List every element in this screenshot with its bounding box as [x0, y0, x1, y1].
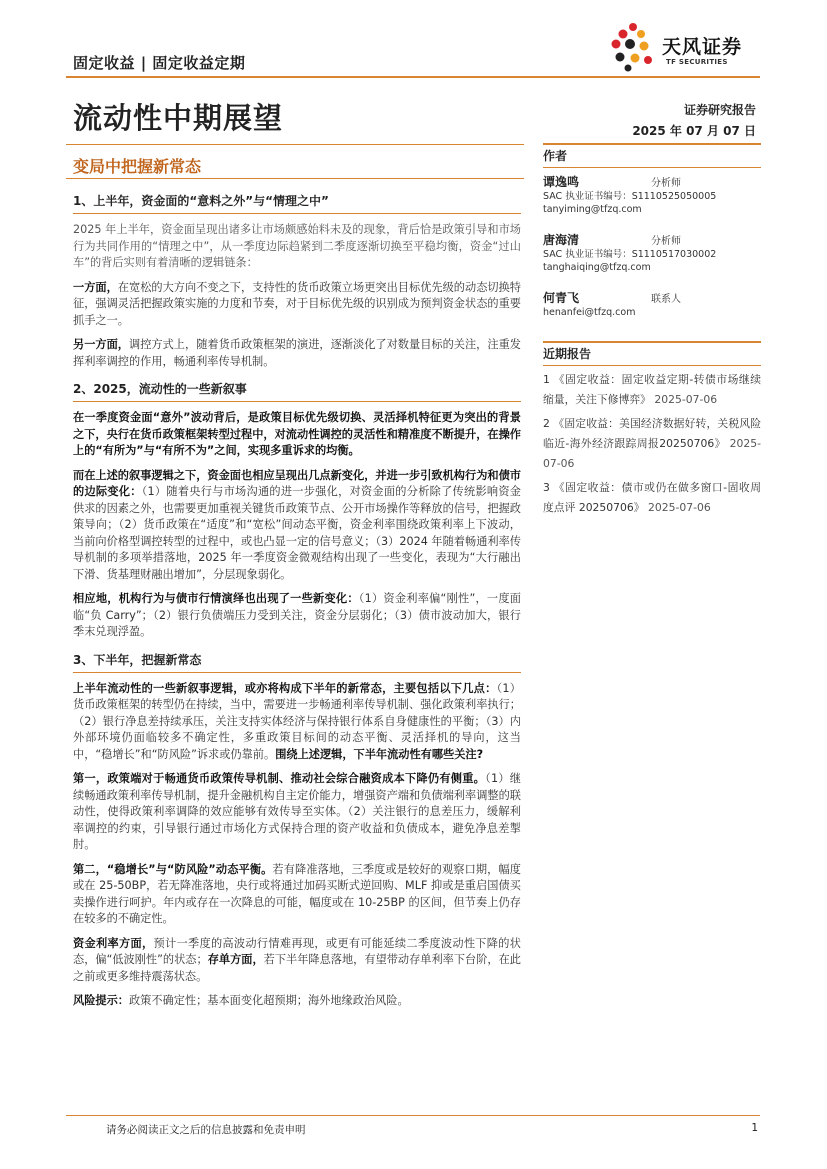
paragraph-tail: 围绕上述逻辑，下半年流动性有哪些关注?	[275, 747, 484, 761]
paragraph-lead: 第二，“稳增长”与“防风险”动态平衡。	[73, 862, 273, 876]
author-role: 分析师	[651, 236, 681, 247]
subtitle-divider	[66, 178, 524, 179]
paragraph-lead: 在一季度资金面“意外”波动背后，是政策目标优先级切换、灵活择机特征更为突出的背景之下，央行在货币政策框架转型过程中，对流动性调控的灵活性和精准度不断提升，在操作上的“有所为”与“有所不为”之间，实现多重诉求的均衡。	[73, 411, 521, 457]
recent-report-date: 2025-07-06	[648, 501, 711, 514]
paragraph	[73, 410, 521, 460]
paragraph-text: 调控方式上，随着货币政策框架的演进，逐渐淡化了对数量目标的关注，注重发挥利率调控的作用，畅通利率传导机制。	[73, 338, 521, 368]
disclaimer-text: 请务必阅读正文之后的信息披露和免责申明	[106, 1124, 306, 1136]
paragraph-lead: 风险提示：	[73, 994, 129, 1007]
recent-report-link[interactable]	[543, 370, 761, 410]
recent-report-title[interactable]: 1 《固定收益：固定收益定期-转债市场继续缩量，关注下修博弈》	[543, 373, 761, 406]
report-category: 固定收益 | 固定收益定期	[73, 54, 246, 72]
logo-dots-icon	[610, 22, 656, 72]
recent-report-title[interactable]: 3 《固定收益：债市或仍在做多窗口-固收周度点评 20250706》	[543, 481, 761, 514]
paragraph	[73, 771, 521, 854]
paragraph	[73, 222, 521, 272]
paragraph-text: 预计一季度的高波动行情难再现，或更有可能延续二季度波动性下降的状态，偏“低波刚性”的状态；	[73, 936, 521, 966]
brand-name-cn: 天风证券	[662, 36, 743, 58]
main-content	[73, 190, 521, 1018]
author-name: 何青飞	[543, 291, 580, 305]
paragraph-text: （1）随着央行与市场沟通的进一步强化，对资金面的分析除了传统影响资金供求的因素之外，也需要更加重视关键货币政策节点、公开市场操作等释放的信号，把握政策导向；（2）货币政策在“适度”和“宽松”间动态平衡，资金利率围绕政策利率上下波动，当前向价格型调控转型的过程中，或也凸显一定的信号意义；（3）2024 年随着畅通利率传导机制的多项举措落地，2025 年一季度资金微观结构出现了一些变化，表现为“大行融出下滑、货基理财融出增加”，分层现象弱化。	[73, 485, 521, 581]
paragraph-text: 在宽松的大方向不变之下，支持性的货币政策立场更突出目标优先级的动态切换特征，强调灵活把握政策实施的力度和节奏，对于目标优先级的识别成为预判资金状态的重要抓手之一。	[73, 280, 521, 327]
paragraph-lead: 第一，政策端对于畅通货币政策传导机制、推动社会综合融资成本下降仍有侧重。	[73, 772, 486, 785]
author-email[interactable]: tanyiming@tfzq.com	[543, 204, 642, 215]
section-heading: 1、上半年，资金面的“意料之外”与“情理之中”	[73, 190, 521, 214]
author-role: 联系人	[651, 294, 681, 305]
paragraph	[73, 591, 521, 641]
paragraph-lead: 上半年流动性的一些新叙事逻辑，或亦将构成下半年的新常态，主要包括以下几点：	[73, 681, 497, 695]
brand-name-en: TF SECURITIES	[666, 58, 728, 66]
paragraph	[73, 280, 521, 330]
recent-report-link[interactable]	[543, 478, 761, 518]
bottom-divider	[66, 1115, 760, 1116]
brand-logo	[610, 22, 760, 72]
author-cert: SAC 执业证书编号：S1110517030002	[543, 249, 717, 260]
authors-heading: 作者	[543, 143, 761, 168]
paragraph-tail: 若下半年降息落地，有望带动存单利率下台阶，在此之前或更多维持震荡状态。	[73, 953, 521, 983]
paragraph	[73, 862, 521, 928]
author-name: 谭逸鸣	[543, 175, 580, 189]
title-divider	[66, 144, 524, 145]
paragraph	[73, 337, 521, 370]
paragraph-text: （1）资金利率偏“刚性”，一度面临“负 Carry”；（2）银行负债端压力受到关注，资金分层弱化；（3）债市波动加大，银行季末兑现浮盈。	[73, 592, 521, 638]
section-heading: 3、下半年，把握新常态	[73, 649, 521, 673]
recent-report-date: 2025-07-06	[654, 393, 718, 406]
report-type: 证券研究报告	[683, 103, 756, 117]
paragraph-lead: 资金利率方面，	[73, 936, 154, 950]
author-email[interactable]: henanfei@tfzq.com	[543, 307, 636, 318]
paragraph-text: （1）继续畅通政策利率传导机制，提升金融机构自主定价能力，增强资产端和负债端利率调整的联动性，使得政策利率调降的效应能够有效传导至实体。（2）关注银行的息差压力，缓解利率调控的约束，引导银行通过市场化方式保持合理的资产收益和负债成本，避免净息差掣肘。	[73, 772, 521, 851]
paragraph-lead: 一方面，	[73, 280, 118, 294]
paragraph-text: （1）货币政策框架的转型仍在持续，当中，需要进一步畅通利率传导机制、强化政策利率执行；（2）银行净息差持续承压，关注支持实体经济与保持银行体系自身健康性的平衡；（3）内外部环境仍面临较多不确定性，多重政策目标间的动态平衡、灵活择机的导向，这当中，“稳增长”和“防风险”诉求或仍靠前。	[73, 681, 521, 761]
risk-warning	[73, 993, 521, 1010]
recent-report-date: 2025-07-06	[543, 437, 761, 470]
recent-report-link[interactable]	[543, 414, 761, 474]
author-email[interactable]: tanghaiqing@tfzq.com	[543, 262, 651, 273]
paragraph-text: 2025 年上半年，资金面呈现出诸多让市场颇感始料未及的现象，背后恰是政策引导和市场行为共同作用的“情理之中”，从一季度边际趋紧到二季度逐渐切换至平稳均衡，资金“过山车”的背后实则有着清晰的逻辑链条：	[73, 223, 521, 269]
author-name: 唐海清	[543, 233, 580, 247]
author-card	[543, 173, 761, 226]
section-heading: 2、2025，流动性的一些新叙事	[73, 378, 521, 402]
paragraph-lead: 相应地，机构行为与债市行情演绎也出现了一些新变化：	[73, 592, 359, 605]
sidebar	[543, 143, 761, 518]
paragraph-lead: 另一方面，	[73, 338, 129, 351]
recent-reports-heading: 近期报告	[543, 341, 761, 366]
top-divider	[66, 76, 760, 78]
author-cert: SAC 执业证书编号：S1110525050005	[543, 191, 717, 202]
paragraph-mid-lead: 存单方面，	[207, 953, 264, 966]
paragraph-text: 若有降准落地，三季度或是较好的观察口期，幅度或在 25-50BP，若无降准落地，央行或将通过加码买断式逆回购、MLF 抑或是重启国债买卖操作进行呵护。年内或存在一次降息的可能，幅度或在 10-25BP 的区间，但节奏上仍存在较多的不确定性。	[73, 862, 521, 925]
author-card	[543, 231, 761, 284]
report-date: 2025 年 07 月 07 日	[632, 124, 756, 138]
paragraph	[73, 468, 521, 584]
page-number: 1	[751, 1122, 758, 1134]
paragraph	[73, 936, 521, 986]
paragraph-lead: 而在上述的叙事逻辑之下，资金面也相应呈现出几点新变化，并进一步引致机构行为和债市的边际变化：	[73, 468, 521, 498]
paragraph-text: 政策不确定性；基本面变化超预期；海外地缘政治风险。	[128, 994, 409, 1007]
recent-report-title[interactable]: 2 《固定收益：美国经济数据好转，关税风险临近-海外经济跟踪周报20250706》	[543, 417, 761, 450]
page-title: 流动性中期展望	[73, 101, 284, 135]
page-subtitle: 变局中把握新常态	[73, 157, 202, 176]
paragraph	[73, 681, 521, 764]
author-role: 分析师	[651, 178, 681, 189]
author-card	[543, 289, 761, 323]
